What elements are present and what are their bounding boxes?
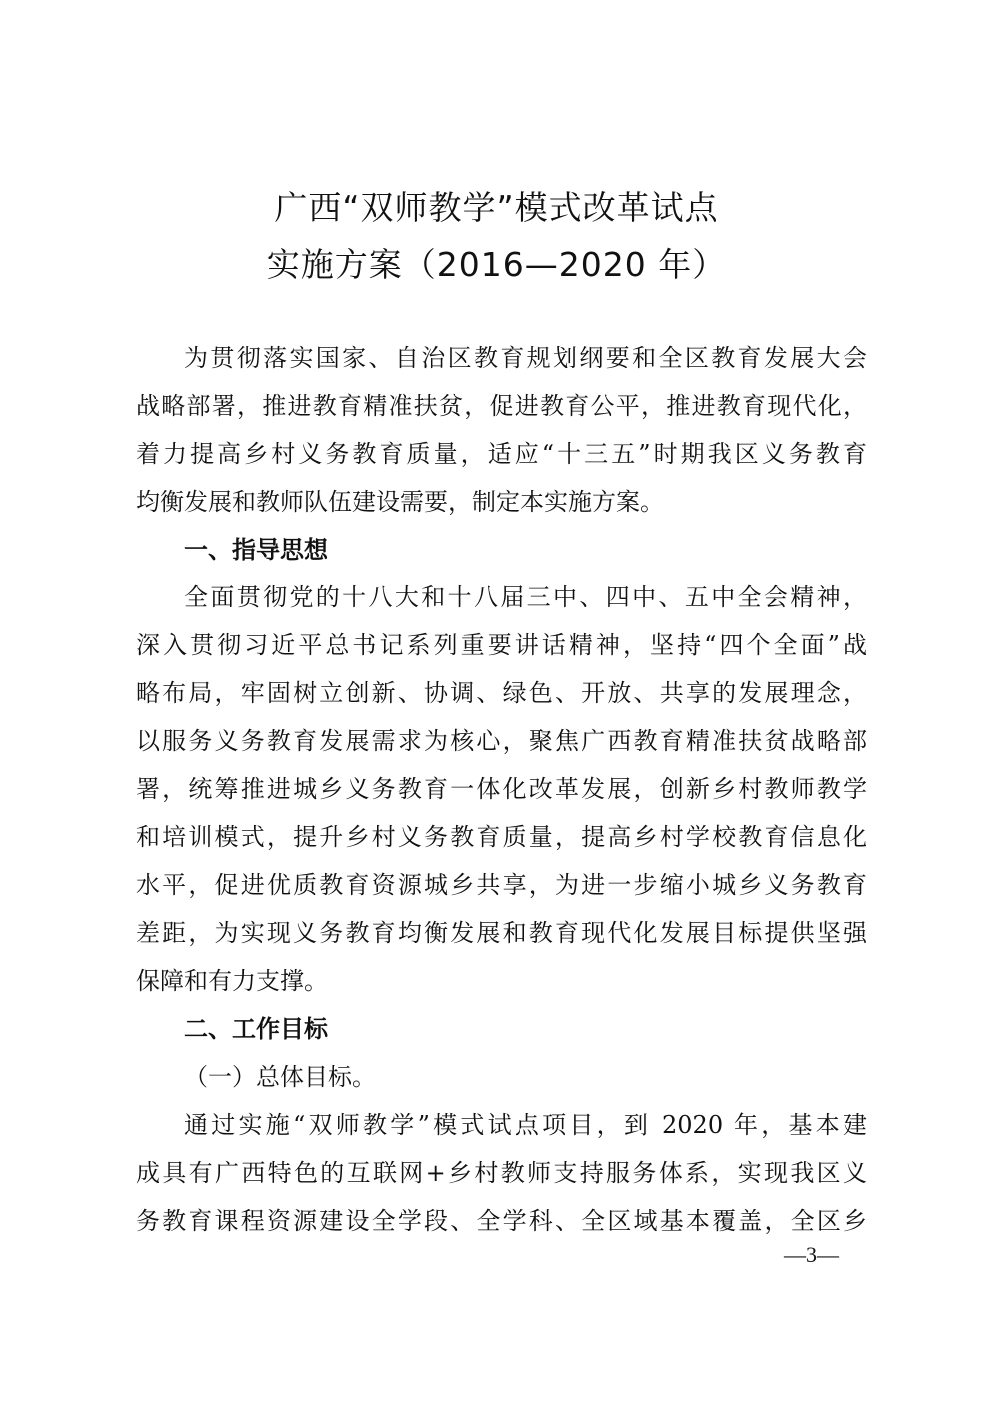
document-title-line-1: 广西“双师教学”模式改革试点 [274,188,719,227]
subsection-heading-overall-goal: （一）总体目标。 [184,1063,376,1091]
intro-line: 均衡发展和教师队伍建设需要，制定本实施方案。 [136,488,664,516]
section-1-line: 以服务义务教育发展需求为核心，聚焦广西教育精准扶贫战略部 [136,727,867,755]
section-heading-guiding-thought: 一、指导思想 [184,536,328,564]
section-1-line: 差距，为实现义务教育均衡发展和教育现代化发展目标提供坚强 [136,919,867,947]
section-1-line: 和培训模式，提升乡村义务教育质量，提高乡村学校教育信息化 [136,823,867,851]
subsection-2-1-line: 务教育课程资源建设全学段、全学科、全区域基本覆盖，全区乡 [136,1207,867,1235]
section-1-line: 署，统筹推进城乡义务教育一体化改革发展，创新乡村教师教学 [136,775,867,803]
subsection-2-1-line: 通过实施“双师教学”模式试点项目，到 2020 年，基本建 [184,1111,867,1139]
page-number: —3— [784,1242,839,1267]
section-1-line: 略布局，牢固树立创新、协调、绿色、开放、共享的发展理念， [136,679,867,707]
intro-line: 战略部署，推进教育精准扶贫，促进教育公平，推进教育现代化， [136,392,867,420]
intro-line: 着力提高乡村义务教育质量，适应“十三五”时期我区义务教育 [136,440,867,468]
section-1-line: 全面贯彻党的十八大和十八届三中、四中、五中全会精神， [184,583,867,611]
section-1-line: 水平，促进优质教育资源城乡共享，为进一步缩小城乡义务教育 [136,871,867,899]
section-1-line: 保障和有力支撑。 [136,967,328,995]
intro-line: 为贯彻落实国家、自治区教育规划纲要和全区教育发展大会 [184,344,867,372]
document-title-line-2: 实施方案（2016—2020 年） [266,245,727,284]
section-1-line: 深入贯彻习近平总书记系列重要讲话精神，坚持“四个全面”战 [136,631,867,659]
subsection-2-1-line: 成具有广西特色的互联网+乡村教师支持服务体系，实现我区义 [136,1159,867,1187]
section-heading-work-goals: 二、工作目标 [184,1015,328,1043]
